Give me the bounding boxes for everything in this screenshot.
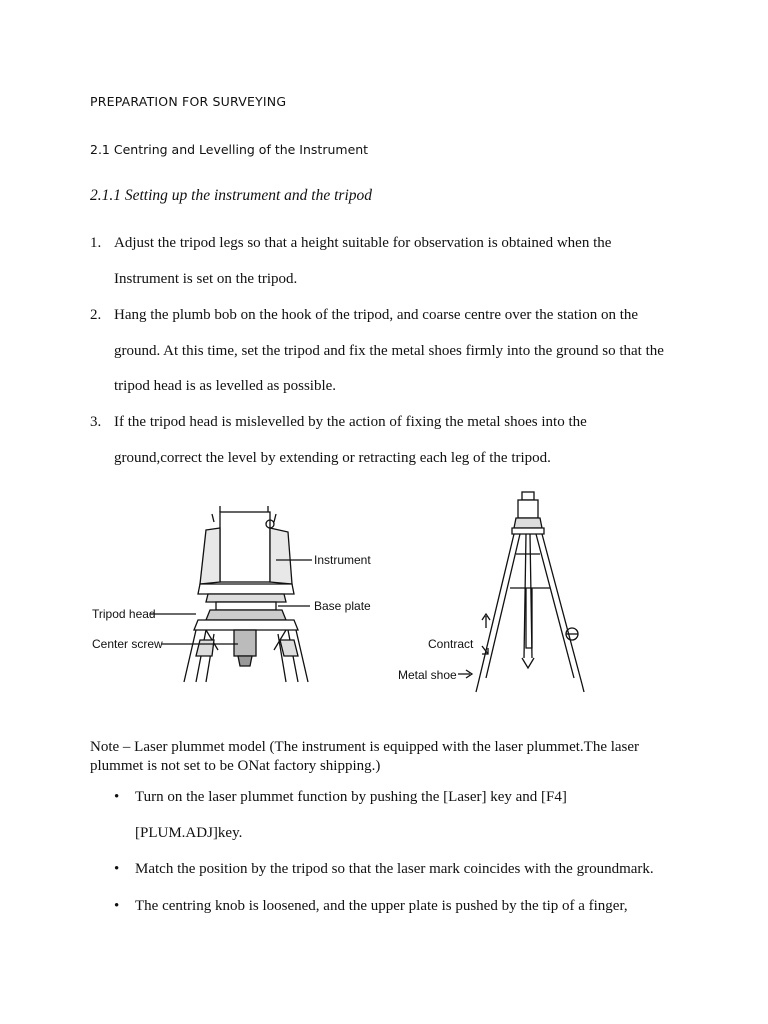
label-center-screw: Center screw [92,637,163,651]
step-line: tripod head is as levelled as possible. [114,378,337,394]
bullet-icon: • [114,789,120,805]
bullet-icon: • [114,898,120,914]
bullet-line: Turn on the laser plummet function by pushing the [Laser] key and [F4] [135,789,567,805]
step-line: ground,correct the level by extending or retracting each leg of the tripod. [114,450,551,466]
step-line: If the tripod head is mislevelled by the action of fixing the metal shoes into the [114,414,587,430]
full-tripod-figure [394,488,604,693]
step-number: 3. [90,414,102,430]
subsubsection-heading: 2.1.1 Setting up the instrument and the tripod [90,187,372,204]
step-line: Adjust the tripod legs so that a height suitable for observation is obtained when the [114,235,612,251]
label-contract: Contract [428,637,474,651]
note-prefix: Note – [90,739,131,755]
label-base-plate: Base plate [314,599,371,613]
instrument-tripod-head-figure [88,500,388,690]
label-tripod-head: Tripod head [92,607,156,621]
step-line: ground. At this time, set the tripod and fix the metal shoes firmly into the ground so that the [114,343,664,359]
step-line: Hang the plumb bob on the hook of the tripod, and coarse centre over the station on the [114,307,639,323]
step-number: 1. [90,235,102,251]
bullet-line: Match the position by the tripod so that the laser mark coincides with the groundmark. [135,861,654,877]
label-instrument: Instrument [314,553,371,567]
note-paragraph [90,738,690,776]
subsection-heading: 2.1 Centring and Levelling of the Instrument [90,142,369,157]
label-metal-shoe: Metal shoe [398,668,457,682]
step-line: Instrument is set on the tripod. [114,271,298,287]
section-heading: PREPARATION FOR SURVEYING [90,94,287,109]
bullet-icon: • [114,861,120,877]
bullet-line: The centring knob is loosened, and the upper plate is pushed by the tip of a finger, [135,898,628,914]
step-number: 2. [90,307,102,323]
bullet-line: [PLUM.ADJ]key. [135,825,243,841]
note-text: Laser plummet model (The instrument is equipped with the laser plummet.The laser plummet is not set to be ONat factory shipping.) [90,739,640,774]
